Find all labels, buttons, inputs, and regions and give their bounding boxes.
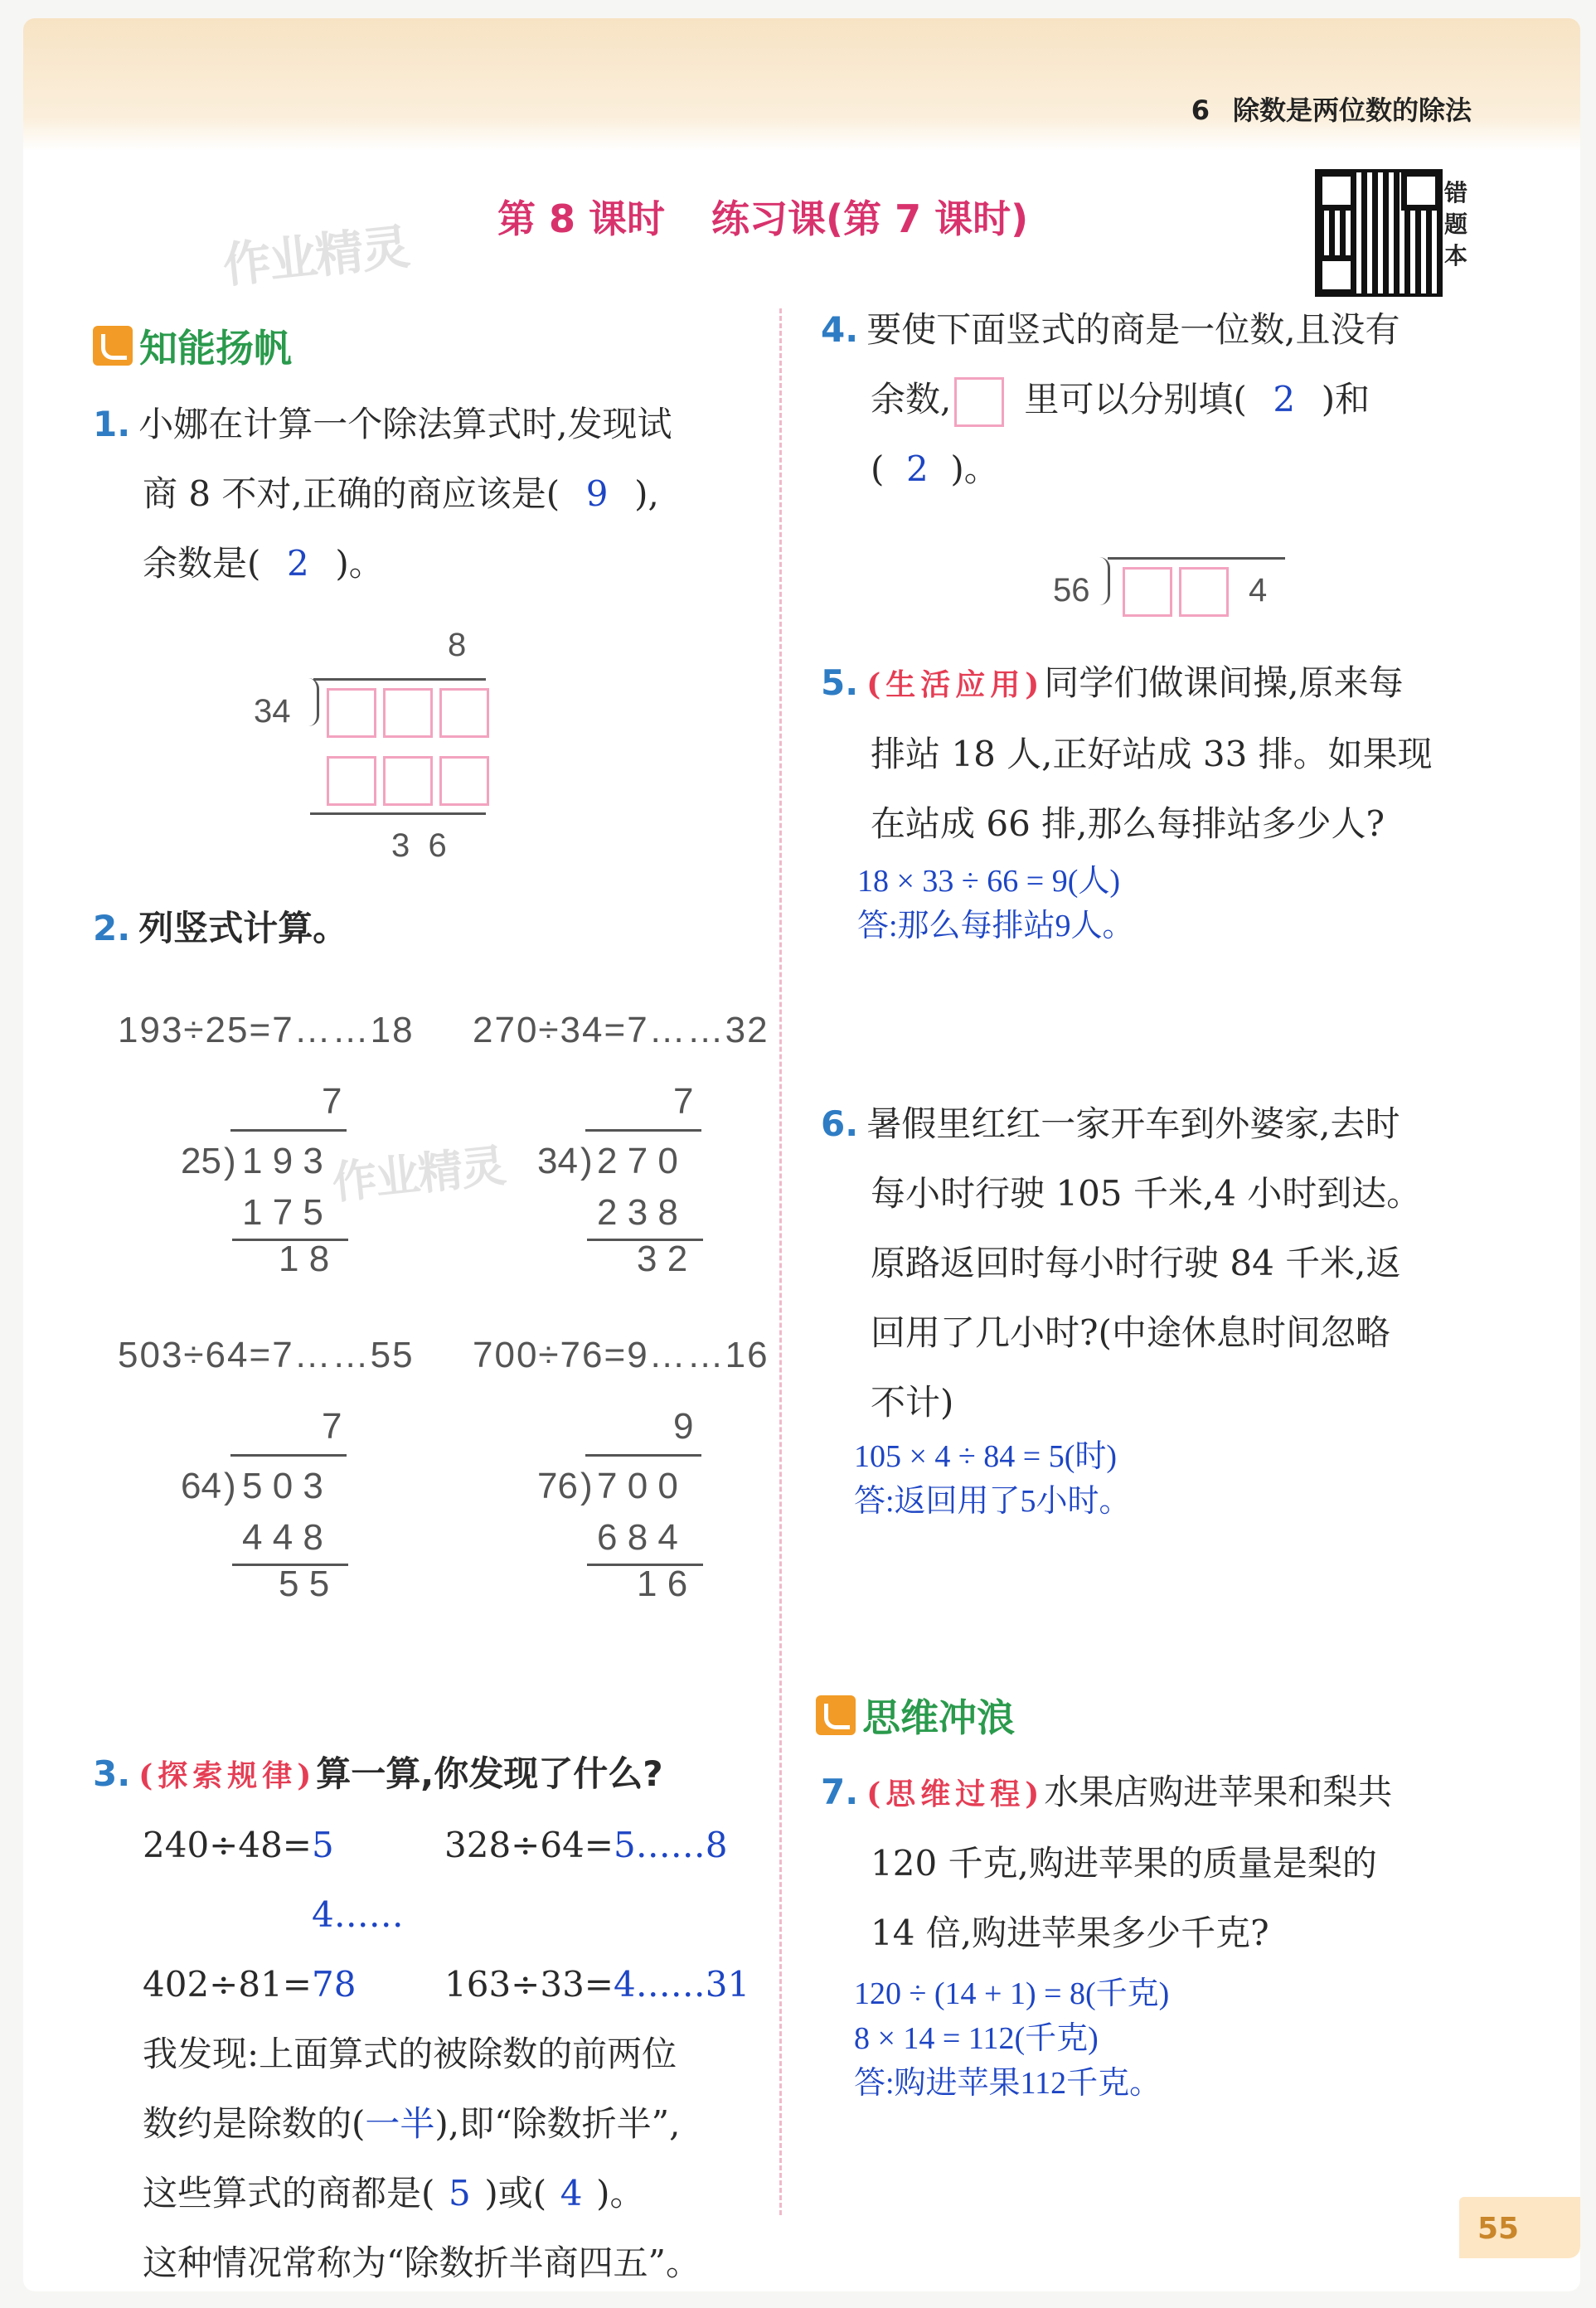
q1-div-divisor: 34 — [254, 693, 291, 730]
q3-answer-4[interactable]: 4……31 — [614, 1964, 750, 2005]
lesson-part1: 第 8 课时 — [497, 196, 666, 241]
question-2-title: 2. 列竖式计算。 — [93, 908, 348, 948]
q2-quotient-1: 7 — [322, 1081, 342, 1122]
sail-icon — [93, 326, 133, 366]
q1-blank[interactable] — [327, 756, 376, 806]
q3-answer-5[interactable]: 一半 — [365, 2103, 435, 2144]
q2-quotient-2: 7 — [673, 1081, 694, 1122]
q4-blank-box — [954, 377, 1004, 427]
q2-rem-4: 1 6 — [637, 1564, 688, 1604]
question-3: 3. (探索规律)算一算,你发现了什么? 240÷48=5 328÷64=5……8 402÷81=4……78 163÷33=4……31 我发现:上面算式的被除数的前两位 数约是除数的(一半),即“除数折半”, 这些算式的商都是( 5 )或( 4 )。 这种情况常称为“除数折半商四五”。 — [93, 1753, 750, 2283]
q2-quotient-3: 7 — [322, 1406, 342, 1447]
q6-answer-line: 答:返回用了5小时。 — [854, 1484, 1131, 1519]
lesson-part2: 练习课(第 7 课时) — [711, 196, 1029, 241]
q3-answer-1[interactable]: 5 — [312, 1825, 334, 1865]
question-1: 1. 小娜在计算一个除法算式时,发现试 商 8 不对,正确的商应该是( 9 ), 余数是( 2 )。 — [93, 390, 756, 599]
q3-answer-6[interactable]: 5 — [449, 2173, 471, 2213]
q5-solution — [857, 859, 1134, 948]
watermark: 作业精灵 — [329, 1139, 507, 1210]
q2-quotient-4: 9 — [673, 1406, 694, 1447]
q1-div-last: 3 6 — [391, 827, 447, 864]
q3-answer-7[interactable]: 4 — [560, 2173, 583, 2213]
qr-label: 错 题 本 — [1444, 179, 1468, 269]
q2-dividend-2: 2 7 0 — [597, 1141, 678, 1181]
q1-answer-quotient[interactable]: 9 — [585, 473, 609, 514]
q2-eq-2: 270÷34=7……32 — [473, 1010, 769, 1050]
q5-solution-line: 18 × 33 ÷ 66 = 9(人) — [857, 864, 1121, 899]
q4-answer-1[interactable]: 2 — [1273, 379, 1296, 419]
q2-eq-3: 503÷64=7……55 — [118, 1335, 415, 1375]
q7-solution-line: 120 ÷ (14 + 1) = 8(千克) — [854, 1976, 1170, 2011]
q2-divisor-3: 64 — [181, 1466, 221, 1506]
unit-title: 除数是两位数的除法 — [1232, 95, 1472, 126]
q2-dividend-1: 1 9 3 — [242, 1141, 323, 1181]
q7-solution — [854, 1971, 1169, 2106]
unit-header — [1191, 90, 1472, 128]
q1-blank[interactable] — [383, 756, 433, 806]
lesson-title — [497, 189, 1028, 244]
q2-dividend-3: 5 0 3 — [242, 1466, 323, 1506]
q1-blank[interactable] — [327, 688, 376, 738]
q4-blank[interactable] — [1179, 567, 1229, 617]
q2-dividend-4: 7 0 0 — [597, 1466, 678, 1506]
section-title-2: 思维冲浪 — [816, 1688, 1015, 1743]
question-4: 4. 要使下面竖式的商是一位数,且没有 余数, 里可以分别填( 2 )和 ( 2 )。 — [821, 295, 1484, 504]
column-divider — [779, 308, 782, 2215]
q1-blank[interactable] — [439, 756, 489, 806]
q2-divisor-1: 25 — [181, 1141, 221, 1181]
q2-divisor-2: 34 — [537, 1141, 578, 1181]
q2-eq-4: 700÷76=9……16 — [473, 1335, 769, 1375]
page-number: 55 — [1477, 2212, 1520, 2246]
q5-answer-line: 答:那么每排站9人。 — [857, 909, 1134, 943]
q7-answer-line: 答:购进苹果112千克。 — [854, 2066, 1162, 2101]
q1-blank[interactable] — [439, 688, 489, 738]
header-band — [23, 18, 1580, 151]
question-5: 5. (生活应用)同学们做课间操,原来每 排站 18 人,正好站成 33 排。如果现 在站成 66 排,那么每排站多少人? — [821, 662, 1433, 844]
q2-rem-2: 3 2 — [637, 1239, 688, 1279]
qr-code-icon[interactable] — [1315, 169, 1443, 297]
question-6: 6. 暑假里红红一家开车到外婆家,去时 每小时行驶 105 千米,4 小时到达。 原路返回时每小时行驶 84 千米,返 回用了几小时?(中途休息时间忽略 不计) — [821, 1103, 1422, 1423]
q3-answer-2[interactable]: 5……8 — [614, 1825, 728, 1865]
q1-div-quotient: 8 — [448, 627, 467, 663]
q4-div-right: 4 — [1249, 572, 1268, 609]
q1-answer-remainder[interactable]: 2 — [287, 543, 309, 584]
q6-solution-line: 105 × 4 ÷ 84 = 5(时) — [854, 1439, 1118, 1474]
q2-eq-1: 193÷25=7……18 — [118, 1010, 415, 1050]
q2-product-1: 1 7 5 — [242, 1192, 323, 1233]
q2-product-2: 2 3 8 — [597, 1192, 678, 1233]
section-title-1: 知能扬帆 — [93, 318, 292, 373]
question-7: 7. (思维过程)水果店购进苹果和梨共 120 千克,购进苹果的质量是梨的 14 倍,购进苹果多少千克? — [821, 1772, 1393, 1953]
q4-blank[interactable] — [1123, 567, 1172, 617]
q7-solution-line: 8 × 14 = 112(千克) — [854, 2021, 1099, 2056]
q2-rem-3: 5 5 — [279, 1564, 330, 1604]
q2-divisor-4: 76 — [537, 1466, 578, 1506]
wave-icon — [816, 1695, 856, 1735]
q1-blank[interactable] — [383, 688, 433, 738]
q4-answer-2[interactable]: 2 — [906, 449, 929, 489]
unit-number: 6 — [1191, 95, 1210, 126]
watermark: 作业精灵 — [220, 218, 411, 294]
q2-product-4: 6 8 4 — [597, 1517, 678, 1558]
q2-product-3: 4 4 8 — [242, 1517, 323, 1558]
q3-answer-3[interactable]: 4……78 — [312, 1894, 404, 2005]
q2-rem-1: 1 8 — [279, 1239, 330, 1279]
q6-solution — [854, 1434, 1131, 1524]
q4-div-left: 56 — [1053, 572, 1090, 609]
